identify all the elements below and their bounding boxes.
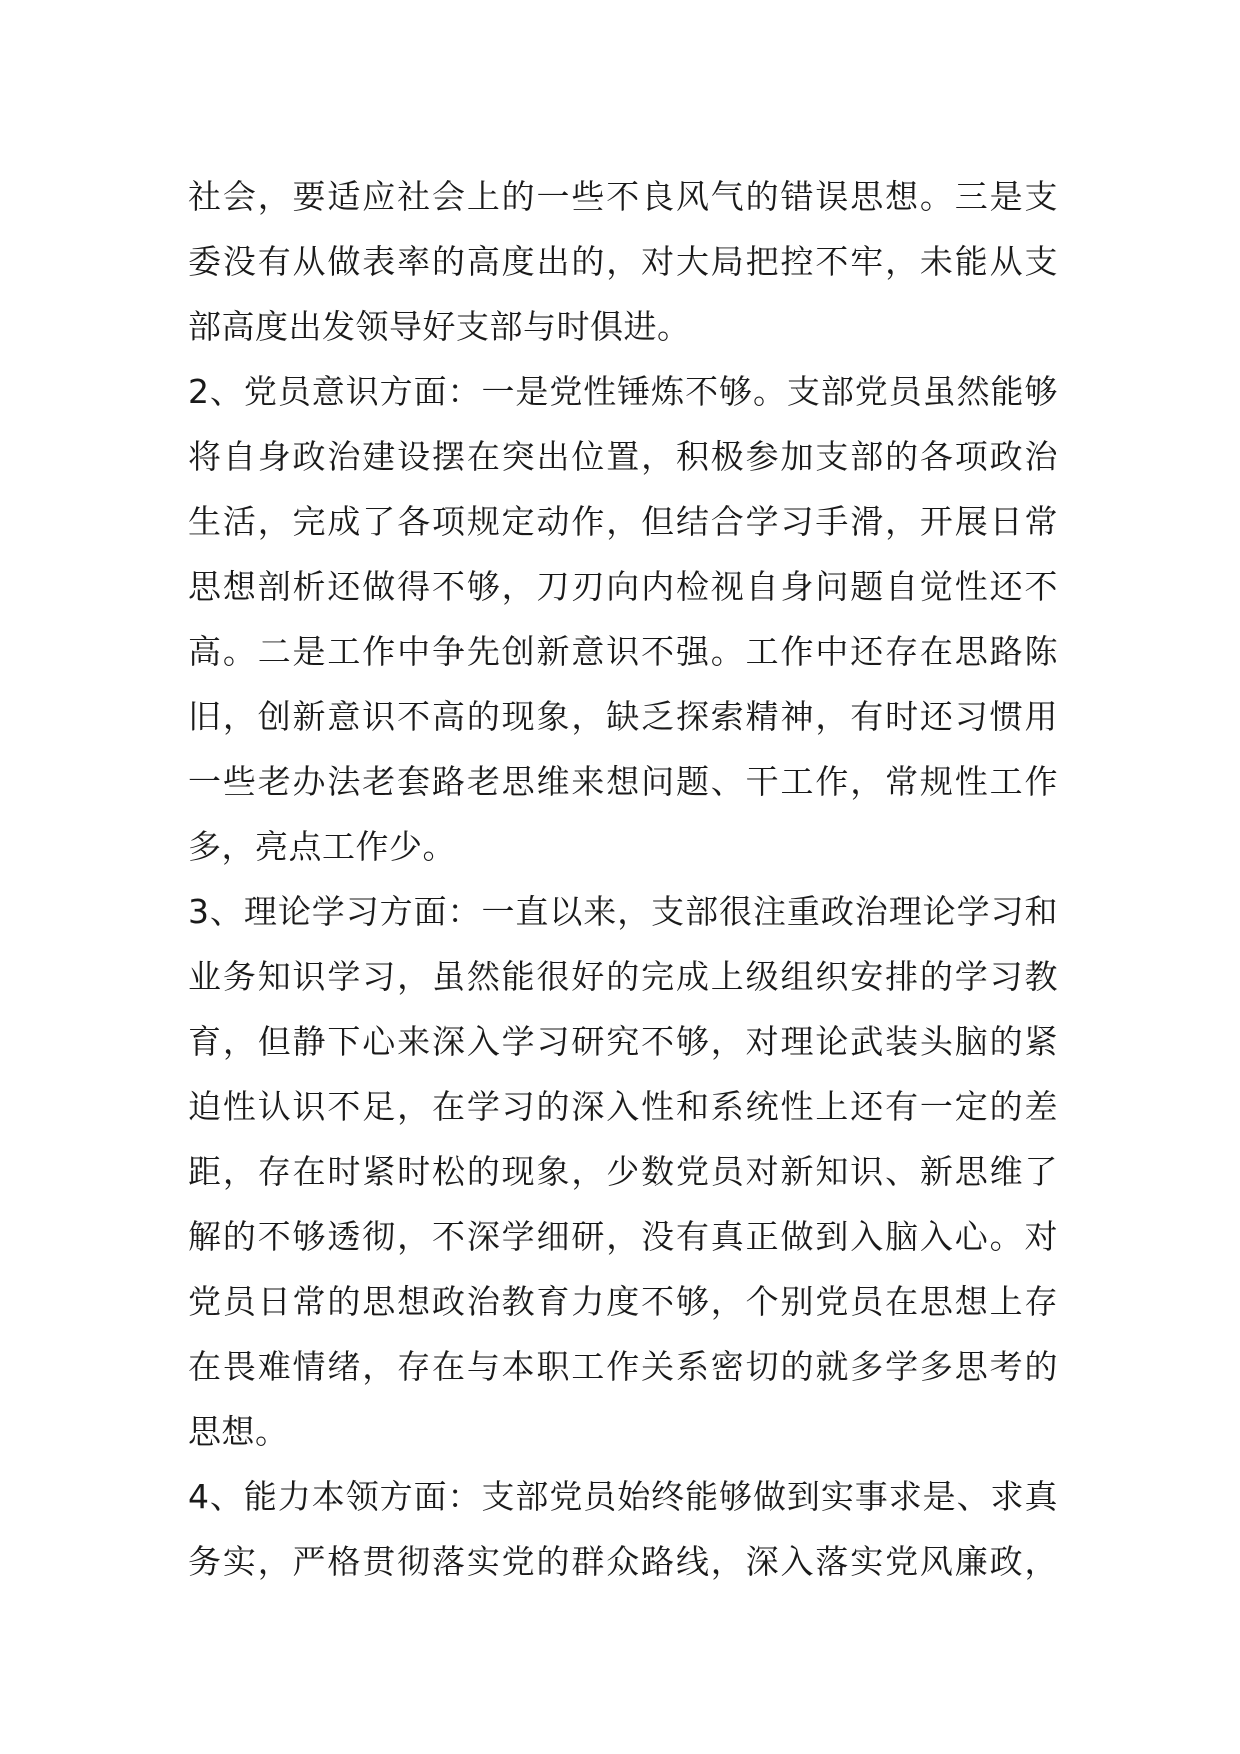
text-line: 距，存在时紧时松的现象，少数党员对新知识、新思维了 [188, 1152, 1058, 1191]
text-line: 2、党员意识方面：一是党性锤炼不够。支部党员虽然能够 [188, 372, 1058, 411]
text-line: 思想。 [188, 1412, 289, 1451]
text-line: 3、理论学习方面：一直以来，支部很注重政治理论学习和 [188, 892, 1058, 931]
text-line: 解的不够透彻，不深学细研，没有真正做到入脑入心。对 [188, 1217, 1058, 1256]
text-line: 业务知识学习，虽然能很好的完成上级组织安排的学习教 [188, 957, 1058, 996]
text-line: 育，但静下心来深入学习研究不够，对理论武装头脑的紧 [188, 1022, 1058, 1061]
text-line: 一些老办法老套路老思维来想问题、干工作，常规性工作 [188, 762, 1058, 801]
text-line: 社会，要适应社会上的一些不良风气的错误思想。三是支 [188, 177, 1058, 216]
text-line: 在畏难情绪，存在与本职工作关系密切的就多学多思考的 [188, 1347, 1058, 1386]
text-line: 务实，严格贯彻落实党的群众路线，深入落实党风廉政， [188, 1542, 1058, 1581]
text-line: 思想剖析还做得不够，刀刃向内检视自身问题自觉性还不 [188, 567, 1058, 606]
text-line: 委没有从做表率的高度出的，对大局把控不牢，未能从支 [188, 242, 1058, 281]
text-line: 旧，创新意识不高的现象，缺乏探索精神，有时还习惯用 [188, 697, 1058, 736]
text-line: 将自身政治建设摆在突出位置，积极参加支部的各项政治 [188, 437, 1058, 476]
document-body [188, 164, 1058, 1594]
text-line: 迫性认识不足，在学习的深入性和系统性上还有一定的差 [188, 1087, 1058, 1126]
text-line: 高。二是工作中争先创新意识不强。工作中还存在思路陈 [188, 632, 1058, 671]
text-line: 党员日常的思想政治教育力度不够，个别党员在思想上存 [188, 1282, 1058, 1321]
text-line: 生活，完成了各项规定动作，但结合学习手滑，开展日常 [188, 502, 1058, 541]
text-line: 部高度出发领导好支部与时俱进。 [188, 307, 691, 346]
text-line: 4、能力本领方面：支部党员始终能够做到实事求是、求真 [188, 1477, 1058, 1516]
text-line: 多，亮点工作少。 [188, 827, 456, 866]
